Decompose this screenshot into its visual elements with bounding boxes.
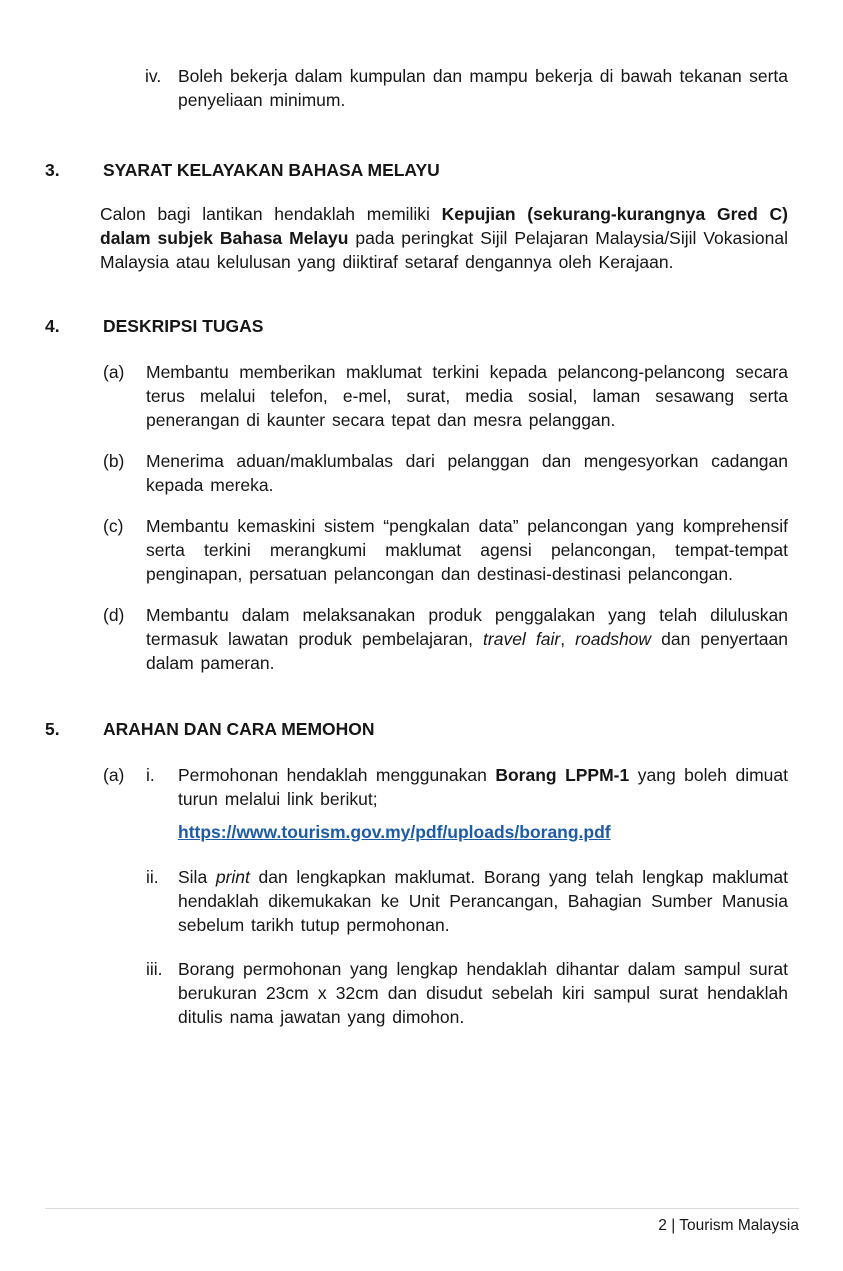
instruction-item-i-run1: Permohonan hendaklah menggunakan — [178, 765, 496, 785]
task-item-d-italic-1: travel fair — [483, 629, 561, 649]
task-item-d-italic-2: roadshow — [575, 629, 652, 649]
task-item-b-label: (b) — [103, 451, 125, 471]
task-item-d-label: (d) — [103, 605, 125, 625]
instruction-item-iii — [146, 957, 788, 1029]
section-3-paragraph-bold: Kepujian (sekurang-kurangnya Gred C) dalam subjek Bahasa Melayu — [100, 204, 788, 248]
task-item-d-run1: Membantu dalam melaksanakan produk penggalakan yang telah diluluskan termasuk lawatan produk pembelajaran, — [146, 605, 788, 649]
task-item-a-text: Membantu memberikan maklumat terkini kepada pelancong-pelancong secara terus melalui telefon, e-mel, surat, media sosial, laman sesawang serta penerangan di kaunter secara tepat dan mesra pelanggan. — [146, 362, 788, 430]
task-item-b — [103, 449, 788, 497]
page-footer — [45, 1208, 799, 1235]
instruction-item-ii-label: ii. — [146, 867, 159, 887]
section-4-heading — [45, 314, 843, 338]
instruction-item-a-i — [103, 763, 788, 811]
section-3-title: SYARAT KELAYAKAN BAHASA MELAYU — [103, 160, 440, 180]
list-item-iv — [145, 64, 788, 112]
task-item-c — [103, 514, 788, 586]
instruction-sub-label: (a) — [103, 765, 125, 785]
section-3-heading — [45, 158, 843, 182]
section-5-title: ARAHAN DAN CARA MEMOHON — [103, 719, 375, 739]
instruction-item-i-label: i. — [146, 765, 155, 785]
borang-pdf-link[interactable]: https://www.tourism.gov.my/pdf/uploads/borang.pdf — [178, 822, 611, 842]
list-item-iv-label: iv. — [145, 66, 162, 86]
instruction-item-i-text — [178, 763, 788, 811]
instruction-item-ii-run1: Sila — [178, 867, 216, 887]
task-item-d — [103, 603, 788, 675]
instruction-item-i-run3: yang boleh dimuat turun melalui link berikut; — [178, 765, 788, 809]
section-5-heading — [45, 717, 843, 741]
task-item-a — [103, 360, 788, 432]
task-item-d-run3: , — [560, 629, 576, 649]
task-item-c-label: (c) — [103, 516, 124, 536]
instruction-item-iii-label: iii. — [146, 959, 163, 979]
instruction-item-ii-text — [178, 865, 788, 937]
borang-link-row — [178, 820, 788, 844]
instruction-item-ii — [146, 865, 788, 937]
page-footer-text: 2 | Tourism Malaysia — [658, 1217, 799, 1234]
instruction-item-ii-run3: dan lengkapkan maklumat. Borang yang telah lengkap maklumat hendaklah dikemukakan ke Unit Perancangan, Bahagian Sumber Manusia sebelum tarikh tutup permohonan. — [178, 867, 789, 935]
task-item-d-text — [146, 603, 788, 675]
instruction-item-ii-italic: print — [215, 867, 250, 887]
task-item-b-text: Menerima aduan/maklumbalas dari pelanggan dan mengesyorkan cadangan kepada mereka. — [146, 451, 788, 495]
section-3-paragraph-run1: Calon bagi lantikan hendaklah memiliki — [100, 204, 442, 224]
task-item-a-label: (a) — [103, 362, 125, 382]
instruction-item-iii-text: Borang permohonan yang lengkap hendaklah dihantar dalam sampul surat berukuran 23cm x 32cm dan disudut sebelah kiri sampul surat hendaklah ditulis nama jawatan yang dimohon. — [178, 959, 788, 1027]
section-4-title: DESKRIPSI TUGAS — [103, 316, 264, 336]
section-5-number: 5. — [45, 719, 60, 739]
section-3-paragraph — [100, 202, 788, 274]
task-item-c-text: Membantu kemaskini sistem “pengkalan data” pelancongan yang komprehensif serta terkini merangkumi maklumat agensi pelancongan, tempat-tempat penginapan, persatuan pelancongan dan destinasi-destinasi pelancongan. — [146, 516, 788, 584]
section-4-number: 4. — [45, 316, 60, 336]
task-item-d-run5: dan penyertaan dalam pameran. — [146, 629, 788, 673]
list-item-iv-text: Boleh bekerja dalam kumpulan dan mampu bekerja di bawah tekanan serta penyeliaan minimum. — [178, 66, 788, 110]
section-3-paragraph-run3: pada peringkat Sijil Pelajaran Malaysia/Sijil Vokasional Malaysia atau kelulusan yang diiktiraf setaraf dengannya oleh Kerajaan. — [100, 228, 788, 272]
document-page — [0, 64, 843, 1271]
instruction-item-i-bold: Borang LPPM-1 — [495, 765, 630, 785]
section-3-number: 3. — [45, 160, 60, 180]
